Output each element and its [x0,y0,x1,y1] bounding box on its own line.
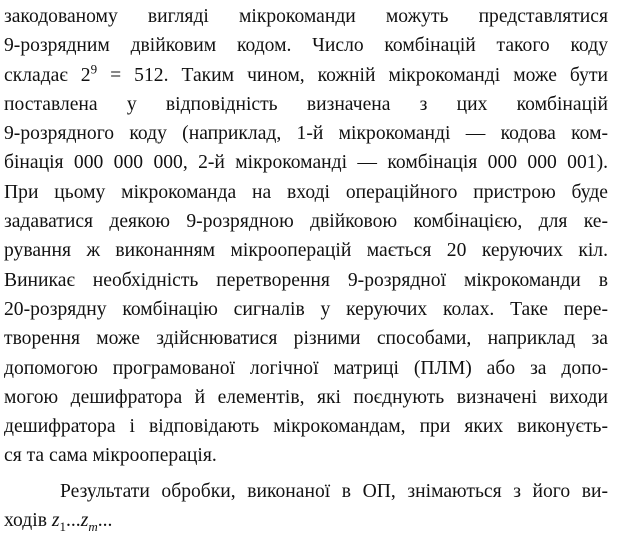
paragraph-processing-results [4,477,608,535]
text-line: 20-розрядну комбінацію сигналів у керуючих колах. Таке пере- [4,298,608,320]
text-line: При цьому мікрокоманда на вході операційного пристрою буде [4,181,608,203]
text-line: могою дешифратора й елементів, які поєднують визначені виходи [4,386,608,408]
text-line: рування ж виконанням мікрооперацій мається 20 керуючих кіл. [4,240,608,262]
text-line: Виникає необхідність перетворення 9-розрядної мікрокоманди в [4,269,608,291]
text-line-formula [4,506,608,535]
variable-z: z [51,510,60,532]
text-fragment: = 512. Таким чином, кожній мікрокоманді може бути [97,64,608,86]
variable-z: z [80,510,89,532]
text-fragment: ... [97,510,113,532]
subscript: m [88,518,98,534]
text-fragment: складає 2 [4,64,91,86]
text-line: поставлена у відповідність визначена з цих комбінацій [4,93,608,115]
text-line: 9-розрядного коду (наприклад, 1-й мікрокоманді — кодова ком- [4,123,608,145]
text-fragment: ходів [4,510,52,532]
text-line: бінація 000 000 000, 2-й мікрокоманді — комбінація 000 000 001). [4,152,608,174]
exponent: 9 [90,61,98,77]
text-line: Результати обробки, виконаної в ОП, знімаються з його ви- [60,480,608,502]
text-line: 9-розрядним двійковим кодом. Число комбінацій такого коду [4,35,608,57]
text-line: ся та сама мікрооперація. [4,445,217,467]
text-line: задаватися деякою 9-розрядною двійковою комбінацією, для ке- [4,211,608,233]
text-fragment: ... [66,510,81,532]
text-line: допомогою програмованої логічної матриці (ПЛМ) або за допо- [4,357,608,379]
text-line: закодованому вигляді мікрокоманди можуть представлятися [4,6,608,27]
text-line: творення може здійснюватися різними способами, наприклад за [4,328,608,350]
paragraph-microcommand-encoding [4,2,608,471]
subscript: 1 [59,518,66,534]
text-line-formula [4,61,608,90]
text-line: дешифратора і відповідають мікрокомандам, при яких виконуєть- [4,416,608,438]
